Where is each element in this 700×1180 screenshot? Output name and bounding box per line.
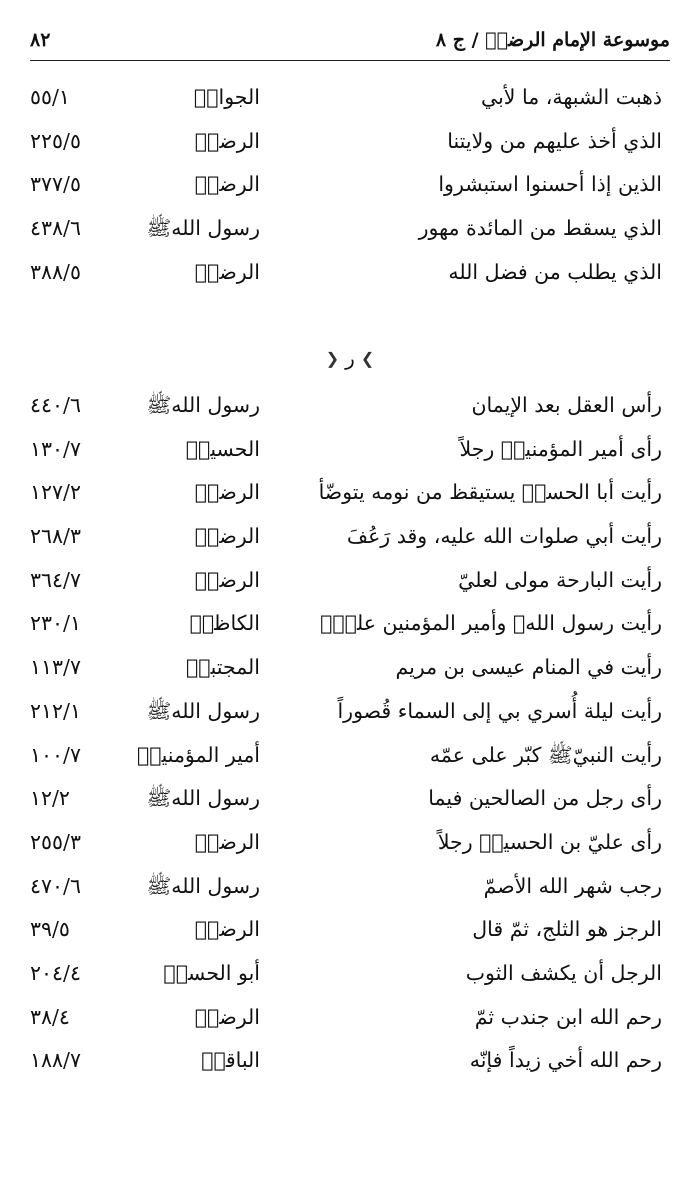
entry-ref: ٢٣٠/١ (30, 611, 81, 636)
index-entry (0, 952, 700, 996)
entry-ref: ٢٢٥/٥ (30, 128, 81, 153)
entry-ref: ٣٧٧/٥ (30, 172, 81, 197)
entry-ref: ١٨٨/٧ (30, 1048, 81, 1073)
entry-text: رأيت النبيّﷺ كبّر على عمّه (429, 742, 662, 767)
index-entry (0, 207, 700, 251)
entry-ref: ٣٩/٥ (30, 917, 70, 942)
entry-source: الباقرؑ (201, 1048, 260, 1073)
entry-ref: ١٣٠/٧ (30, 436, 81, 461)
entry-ref: ٤٧٠/٦ (30, 873, 81, 898)
section-heading-ra (0, 340, 700, 376)
entry-ref: ١٠٠/٧ (30, 742, 81, 767)
index-entry (0, 76, 700, 120)
entry-ref: ٢٥٥/٣ (30, 829, 81, 854)
entry-source: الرضاؑ (194, 829, 260, 854)
entry-text: الرجز هو الثلج، ثمّ قال (472, 917, 662, 942)
entry-ref: ١١٣/٧ (30, 655, 81, 680)
index-entry (0, 908, 700, 952)
index-entry (0, 384, 700, 428)
index-entry (0, 777, 700, 821)
entry-text: رأيت البارحة مولى لعليّ (458, 567, 662, 592)
entry-ref: ٣٦٤/٧ (30, 567, 81, 592)
entry-text: رأيت أبي صلوات الله عليه، وقد رَعُفَ (346, 524, 662, 549)
index-entry (0, 471, 700, 515)
index-entry (0, 602, 700, 646)
entry-text: ذهبت الشبهة، ما لأبي (481, 85, 662, 109)
entry-source: الرضاؑ (194, 172, 260, 197)
entry-ref: ٣٨٨/٥ (30, 259, 81, 284)
ornament-left-icon: ❮ (325, 348, 340, 368)
entry-source: المجتبىؑ (185, 655, 260, 680)
entry-text: رجب شهر الله الأصمّ (483, 873, 662, 898)
entry-source: رسول اللهﷺ (146, 873, 260, 898)
index-entry (0, 428, 700, 472)
index-entry (0, 646, 700, 690)
entry-text: رأى عليّ بن الحسينؑ رجلاً (437, 829, 662, 854)
entry-source: أمير المؤمنينؑ (136, 742, 260, 767)
entry-source: الرضاؑ (194, 128, 260, 153)
entry-source: الرضاؑ (194, 480, 260, 505)
index-entry (0, 734, 700, 778)
index-list-ra (0, 384, 700, 1083)
entry-source: الرضاؑ (194, 917, 260, 942)
index-entry (0, 996, 700, 1040)
entry-text: الذي أخذ عليهم من ولايتنا (447, 128, 662, 153)
entry-source: رسول اللهﷺ (146, 698, 260, 723)
section-letter: ر (345, 346, 355, 370)
index-list-top (0, 76, 700, 294)
entry-ref: ٣٨/٤ (30, 1004, 70, 1029)
entry-source: الرضاؑ (194, 567, 260, 592)
entry-text: رأى أمير المؤمنينؑ رجلاً (459, 436, 662, 461)
index-entry (0, 865, 700, 909)
entry-text: الذي يطلب من فضل الله (448, 259, 662, 284)
running-header (30, 22, 670, 58)
entry-ref: ٢٦٨/٣ (30, 524, 81, 549)
entry-ref: ٢١٢/١ (30, 698, 81, 723)
entry-text: رأى رجل من الصالحين فيما (428, 786, 662, 811)
entry-ref: ٤٣٨/٦ (30, 216, 81, 241)
page-number: ٨٢ (30, 29, 51, 51)
entry-source: رسول اللهﷺ (146, 393, 260, 417)
index-entry (0, 690, 700, 734)
entry-source: رسول اللهﷺ (146, 786, 260, 811)
entry-source: الرضاؑ (194, 524, 260, 549)
index-entry (0, 251, 700, 295)
entry-ref: ٤٤٠/٦ (30, 393, 81, 417)
entry-source: رسول اللهﷺ (146, 216, 260, 241)
index-entry (0, 163, 700, 207)
index-entry (0, 515, 700, 559)
entry-source: الرضاؑ (194, 1004, 260, 1029)
entry-ref: ١٢/٢ (30, 786, 70, 811)
index-entry (0, 1039, 700, 1083)
entry-text: رحم الله أخي زيداً فإنّه (469, 1048, 662, 1073)
entry-source: الحسينؑ (185, 436, 260, 461)
index-entry (0, 559, 700, 603)
running-title: موسوعة الإمام الرضاؑ / ج ٨ (435, 29, 670, 51)
entry-text: رأس العقل بعد الإيمان (471, 393, 662, 417)
entry-text: رحم الله ابن جندب ثمّ (474, 1004, 662, 1029)
entry-text: رأيت أبا الحسنؑ يستيقظ من نومه يتوضّأ (318, 480, 662, 505)
entry-text: الذي يسقط من المائدة مهور (418, 216, 662, 241)
entry-ref: ٢٠٤/٤ (30, 960, 81, 985)
entry-ref: ٥٥/١ (30, 85, 70, 109)
entry-source: الكاظمؑ (189, 611, 260, 636)
entry-text: رأيت في المنام عيسى بن مريم (395, 655, 662, 680)
index-entry (0, 821, 700, 865)
entry-text: الرجل أن يكشف الثوب (465, 960, 662, 985)
entry-source: الجوادؑ (193, 85, 260, 109)
entry-text: الذين إذا أحسنوا استبشروا (438, 172, 662, 197)
entry-text: رأيت رسول اللهﷺ وأمير المؤمنين عليّؑ (320, 611, 662, 636)
entry-ref: ١٢٧/٢ (30, 480, 81, 505)
header-rule (30, 60, 670, 61)
entry-text: رأيت ليلة أُسري بي إلى السماء قُصوراً (337, 698, 662, 723)
ornament-right-icon: ❯ (360, 348, 375, 368)
entry-source: الرضاؑ (194, 259, 260, 284)
entry-source: أبو الحسنؑ (163, 960, 260, 985)
index-entry (0, 120, 700, 164)
